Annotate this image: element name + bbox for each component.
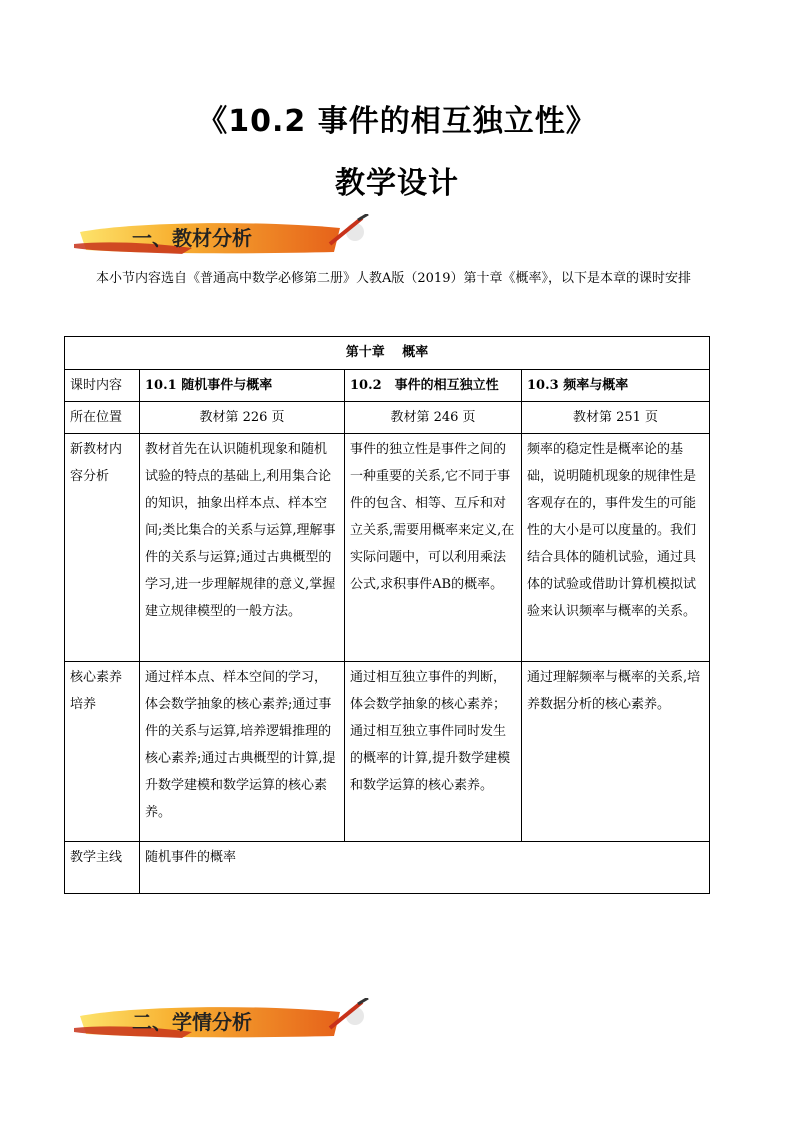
chapter-schedule-table xyxy=(64,336,710,894)
page-cell: 教材第 251 页 xyxy=(522,402,710,434)
page-cell: 教材第 226 页 xyxy=(140,402,345,434)
row-label: 核心素养培养 xyxy=(65,662,140,842)
intro-paragraph: 本小节内容选自《普通高中数学必修第二册》人教A版（2019）第十章《概率》，以下是本章的课时安排 xyxy=(96,271,691,286)
analysis-cell: 事件的独立性是事件之间的一种重要的关系,它不同于事件的包含、相等、互斥和对立关系,需要用概率来定义,在实际问题中，可以利用乘法公式,求积事件AB的概率。 xyxy=(345,434,522,662)
chapter-heading: 第十章 概率 xyxy=(65,337,710,370)
table-row xyxy=(65,370,710,402)
literacy-cell: 通过相互独立事件的判断，体会数学抽象的核心素养；通过相互独立事件同时发生的概率的计算,提升数学建模和数学运算的核心素养。 xyxy=(345,662,522,842)
section-heading: 二、学情分析 xyxy=(132,1010,252,1034)
analysis-cell: 频率的稳定性是概率论的基础，说明随机现象的规律性是客观存在的，事件发生的可能性的大小是可以度量的。我们结合具体的随机试验，通过具体的试验或借助计算机模拟试验来认识频率与概率的关系。 xyxy=(522,434,710,662)
table-row xyxy=(65,842,710,894)
page-cell: 教材第 246 页 xyxy=(345,402,522,434)
lesson-cell: 10.3 频率与概率 xyxy=(522,370,710,402)
table-row xyxy=(65,402,710,434)
row-label: 教学主线 xyxy=(65,842,140,894)
analysis-cell: 教材首先在认识随机现象和随机试验的特点的基础上,利用集合论的知识，抽象出样本点、样本空间;类比集合的关系与运算,理解事件的关系与运算;通过古典概型的学习,进一步理解规律的意义,掌握建立规律模型的一般方法。 xyxy=(140,434,345,662)
table-row xyxy=(65,434,710,662)
document-subtitle: 教学设计 xyxy=(335,166,459,201)
table-row xyxy=(65,662,710,842)
lesson-cell: 10.2 事件的相互独立性 xyxy=(345,370,522,402)
section-heading: 一、教材分析 xyxy=(132,226,252,250)
row-label: 课时内容 xyxy=(65,370,140,402)
row-label: 所在位置 xyxy=(65,402,140,434)
table-row xyxy=(65,337,710,370)
literacy-cell: 通过样本点、样本空间的学习，体会数学抽象的核心素养;通过事件的关系与运算,培养逻辑推理的核心素养;通过古典概型的计算,提升数学建模和数学运算的核心素养。 xyxy=(140,662,345,842)
mainline-cell: 随机事件的概率 xyxy=(140,842,710,894)
lesson-cell: 10.1 随机事件与概率 xyxy=(140,370,345,402)
literacy-cell: 通过理解频率与概率的关系,培养数据分析的核心素养。 xyxy=(522,662,710,842)
section-banner-textbook-analysis xyxy=(72,214,372,260)
document-title: 《10.2 事件的相互独立性》 xyxy=(197,104,597,139)
row-label: 新教材内容分析 xyxy=(65,434,140,662)
section-banner-student-analysis xyxy=(72,998,372,1044)
